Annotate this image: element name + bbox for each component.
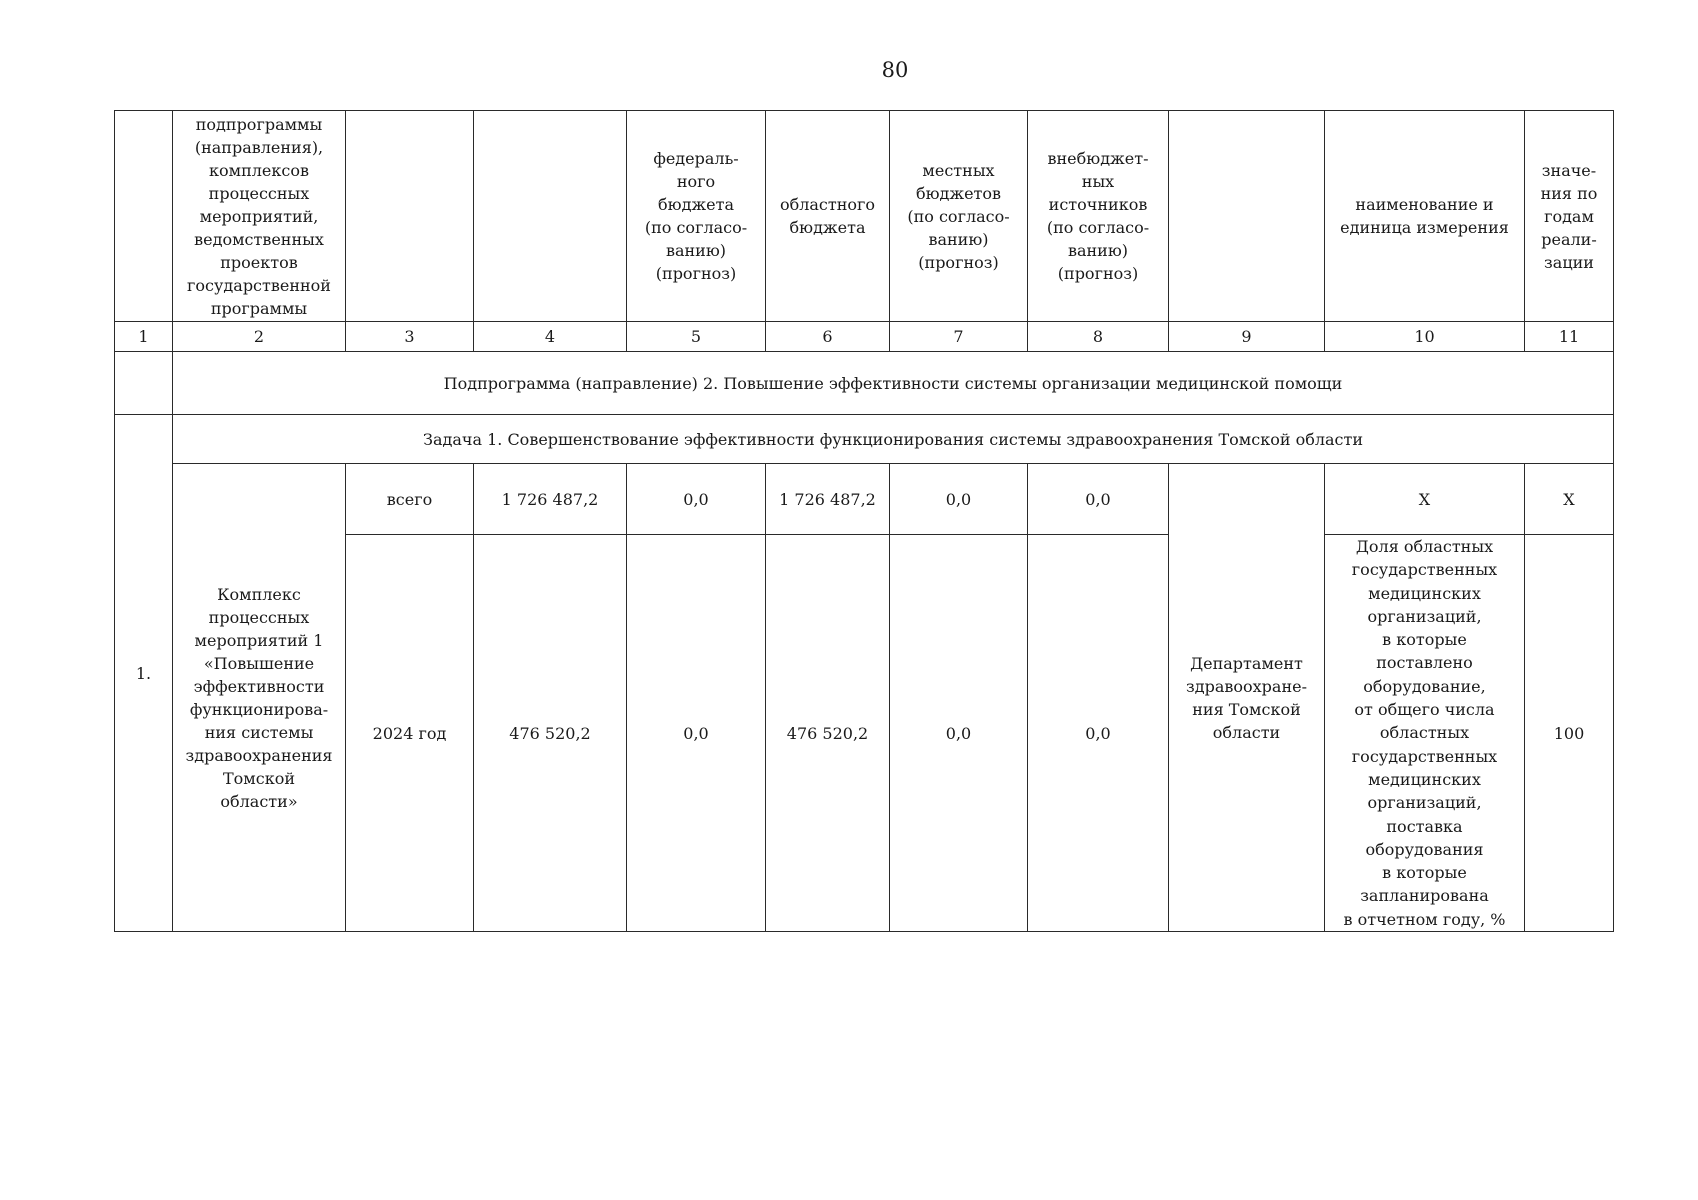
header-cell-9 [1169,111,1325,322]
local-budget: 0,0 [890,464,1028,535]
header-cell-11: значе- ния по годам реали- зации [1525,111,1614,322]
column-number: 11 [1525,322,1614,352]
column-number: 2 [173,322,346,352]
indicator-name: X [1325,464,1525,535]
period-label: 2024 год [346,535,474,932]
header-cell-5: федераль- ного бюджета (по согласо- ванию) (прогноз) [627,111,766,322]
header-cell-2: подпрограммы (направления), комплексов процессных мероприятий, ведомственных проектов государственной программы [173,111,346,322]
header-cell-7: местных бюджетов (по согласо- ванию) (прогноз) [890,111,1028,322]
task-title: Задача 1. Совершенствование эффективности функционирования системы здравоохранения Томской области [173,415,1614,464]
extrabudget-sources: 0,0 [1028,535,1169,932]
column-number: 10 [1325,322,1525,352]
indicator-value: 100 [1525,535,1614,932]
item-number: 1. [115,415,173,932]
subprogram-row [115,352,1614,415]
column-number: 5 [627,322,766,352]
header-cell-3 [346,111,474,322]
header-cell-8: внебюджет- ных источников (по согласо- ванию) (прогноз) [1028,111,1169,322]
period-label: всего [346,464,474,535]
header-cell-4 [474,111,627,322]
header-cell-1 [115,111,173,322]
regional-budget: 1 726 487,2 [766,464,890,535]
header-cell-10: наименование и единица измерения [1325,111,1525,322]
column-number: 3 [346,322,474,352]
total-row [115,464,1614,535]
budget-table [114,110,1614,932]
header-cell-6: областного бюджета [766,111,890,322]
total-amount: 1 726 487,2 [474,464,627,535]
column-number: 6 [766,322,890,352]
page-number: 80 [881,58,909,82]
column-number: 7 [890,322,1028,352]
column-number: 9 [1169,322,1325,352]
task-row [115,415,1614,464]
subprogram-spacer [115,352,173,415]
extrabudget-sources: 0,0 [1028,464,1169,535]
indicator-name: Доля областных государственных медицинских организаций, в которые поставлено оборудование, от общего числа областных государственных медицинских организаций, поставка оборудования в которые запланирована в отчетном году, % [1325,535,1525,932]
indicator-value: X [1525,464,1614,535]
column-number: 4 [474,322,627,352]
header-row [115,111,1614,322]
item-name: Комплекс процессных мероприятий 1 «Повышение эффективности функционирова- ния системы здравоохранения Томской области» [173,464,346,932]
column-number-row [115,322,1614,352]
subprogram-title: Подпрограмма (направление) 2. Повышение эффективности системы организации медицинской помощи [173,352,1614,415]
column-number: 1 [115,322,173,352]
column-number: 8 [1028,322,1169,352]
local-budget: 0,0 [890,535,1028,932]
total-amount: 476 520,2 [474,535,627,932]
federal-budget: 0,0 [627,535,766,932]
federal-budget: 0,0 [627,464,766,535]
executor: Департамент здравоохране- ния Томской области [1169,464,1325,932]
regional-budget: 476 520,2 [766,535,890,932]
